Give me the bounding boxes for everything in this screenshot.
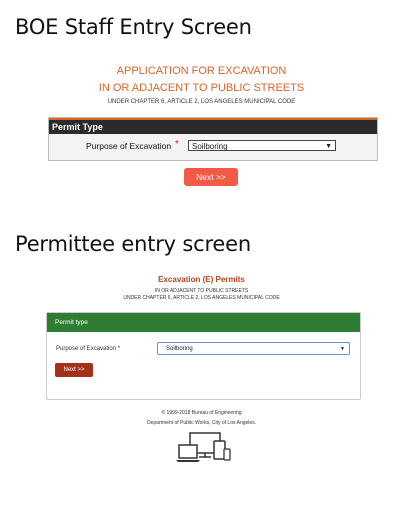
boe-title-line1: APPLICATION FOR EXCAVATION	[116, 65, 287, 77]
boe-purpose-row	[49, 140, 377, 154]
chevron-down-icon: ▼	[325, 143, 332, 150]
boe-subtitle: UNDER CHAPTER 6, ARTICLE 2, LOS ANGELES MUNICIPAL CODE	[107, 99, 296, 105]
boe-title-line2: IN OR ADJACENT TO PUBLIC STREETS	[98, 82, 305, 94]
permittee-subtitle-line2: UNDER CHAPTER 6, ARTICLE 2, LOS ANGELES MUNICIPAL CODE	[123, 295, 280, 301]
boe-next-button[interactable]: Next >>	[184, 168, 238, 186]
footer-copyright: © 1999-2018 Bureau of Engineering	[161, 410, 242, 416]
responsive-devices-icon	[176, 432, 231, 464]
permittee-section-heading: Permittee entry screen	[15, 232, 251, 256]
permittee-next-button[interactable]: Next >>	[55, 363, 93, 377]
boe-select-value: Soilboring	[192, 142, 228, 151]
chevron-down-icon: ▼	[340, 346, 345, 352]
permittee-purpose-select[interactable]	[157, 342, 350, 355]
permittee-permit-type-panel	[46, 312, 361, 400]
boe-panel-header: Permit Type	[49, 118, 377, 134]
permittee-subtitle-line1: IN OR ADJACENT TO PUBLIC STREETS	[154, 288, 249, 294]
boe-section-heading: BOE Staff Entry Screen	[15, 15, 252, 39]
required-marker: *	[175, 139, 179, 150]
permittee-purpose-label: Purpose of Excavation *	[56, 346, 121, 352]
boe-purpose-label: Purpose of Excavation	[86, 141, 172, 151]
boe-permit-type-panel	[48, 117, 378, 161]
permittee-title: Excavation (E) Permits	[158, 275, 245, 284]
permittee-panel-header: Permit type	[47, 313, 360, 332]
permittee-select-value: Soilboring	[166, 346, 193, 352]
footer-department: Department of Public Works, City of Los Angeles.	[146, 420, 257, 426]
boe-purpose-select[interactable]	[188, 140, 336, 151]
